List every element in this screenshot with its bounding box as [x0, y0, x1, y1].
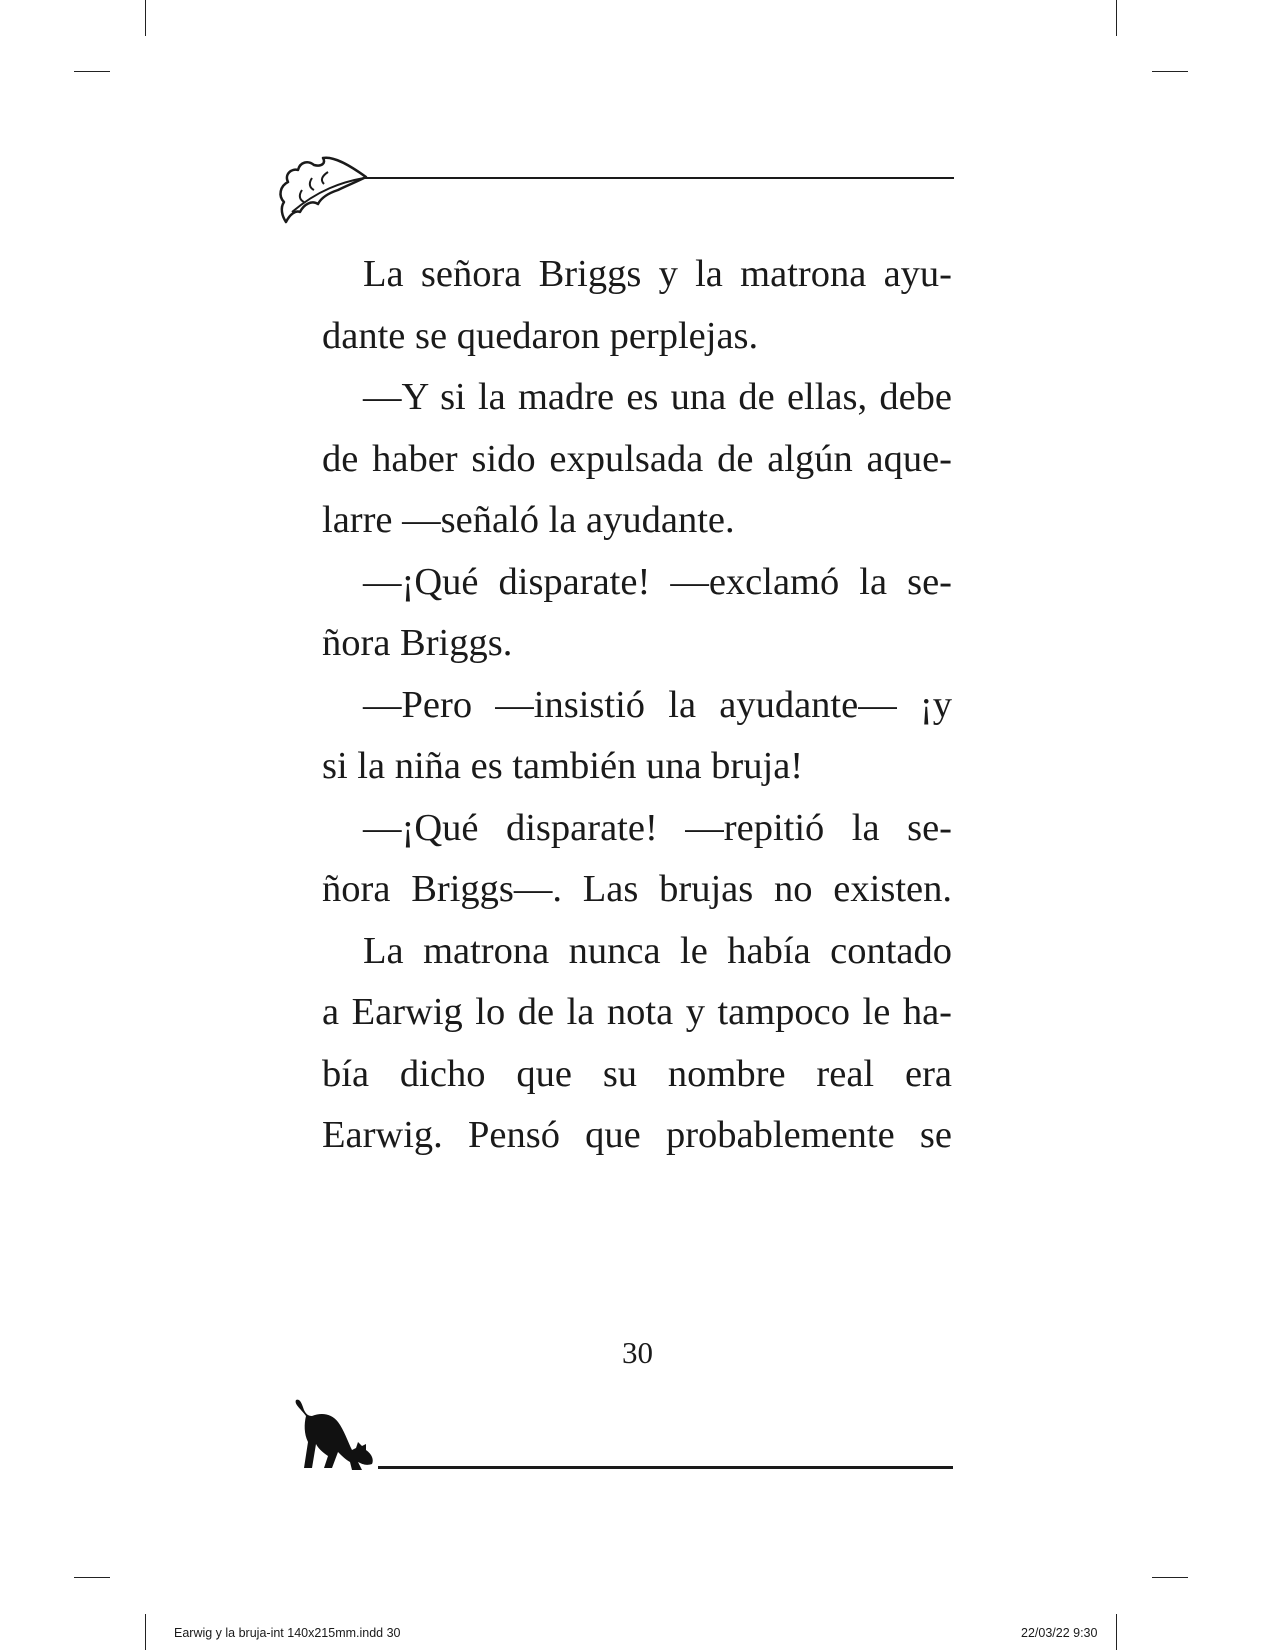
slug-date-time: 22/03/22 9:30	[1021, 1626, 1098, 1640]
bottom-rule	[378, 1466, 953, 1469]
text-line: bía dicho que su nombre real era	[322, 1052, 952, 1095]
cat-icon	[292, 1398, 376, 1472]
text-line: ñora Briggs—. Las brujas no existen.	[322, 868, 952, 910]
text-line: dante se quedaron perplejas.	[322, 314, 759, 357]
text-line: ñora Briggs.	[322, 622, 513, 664]
text-line: si la niña es también una bruja!	[322, 745, 804, 787]
page-number: 30	[622, 1335, 653, 1370]
text-line: —¡Qué disparate! —repitió la se-	[363, 806, 952, 849]
crop-mark-left-top	[74, 71, 110, 72]
crop-mark-bottom-left	[145, 1614, 146, 1650]
crop-mark-top-right	[1116, 0, 1117, 36]
crop-mark-bottom-right	[1116, 1614, 1117, 1650]
text-line: larre —señaló la ayudante.	[322, 499, 735, 541]
text-line: Earwig. Pensó que probablemente se	[322, 1114, 952, 1156]
top-rule	[365, 177, 954, 179]
crop-mark-right-bottom	[1152, 1577, 1188, 1578]
crop-mark-left-bottom	[74, 1577, 110, 1578]
text-line: a Earwig lo de la nota y tampoco le ha-	[322, 991, 952, 1033]
crop-mark-right-top	[1152, 71, 1188, 72]
body-text	[322, 244, 952, 1167]
text-line: de haber sido expulsada de algún aque-	[322, 437, 952, 480]
text-line: —Y si la madre es una de ellas, debe	[363, 376, 952, 418]
text-line: —Pero —insistió la ayudante— ¡y	[363, 683, 952, 726]
leaf-icon	[278, 150, 958, 225]
slug-file-info: Earwig y la bruja-int 140x215mm.indd 30	[174, 1626, 401, 1640]
text-line: La señora Briggs y la matrona ayu-	[363, 253, 952, 295]
text-line: La matrona nunca le había contado	[363, 929, 952, 972]
text-line: —¡Qué disparate! —exclamó la se-	[363, 560, 952, 603]
crop-mark-top-left	[145, 0, 146, 36]
